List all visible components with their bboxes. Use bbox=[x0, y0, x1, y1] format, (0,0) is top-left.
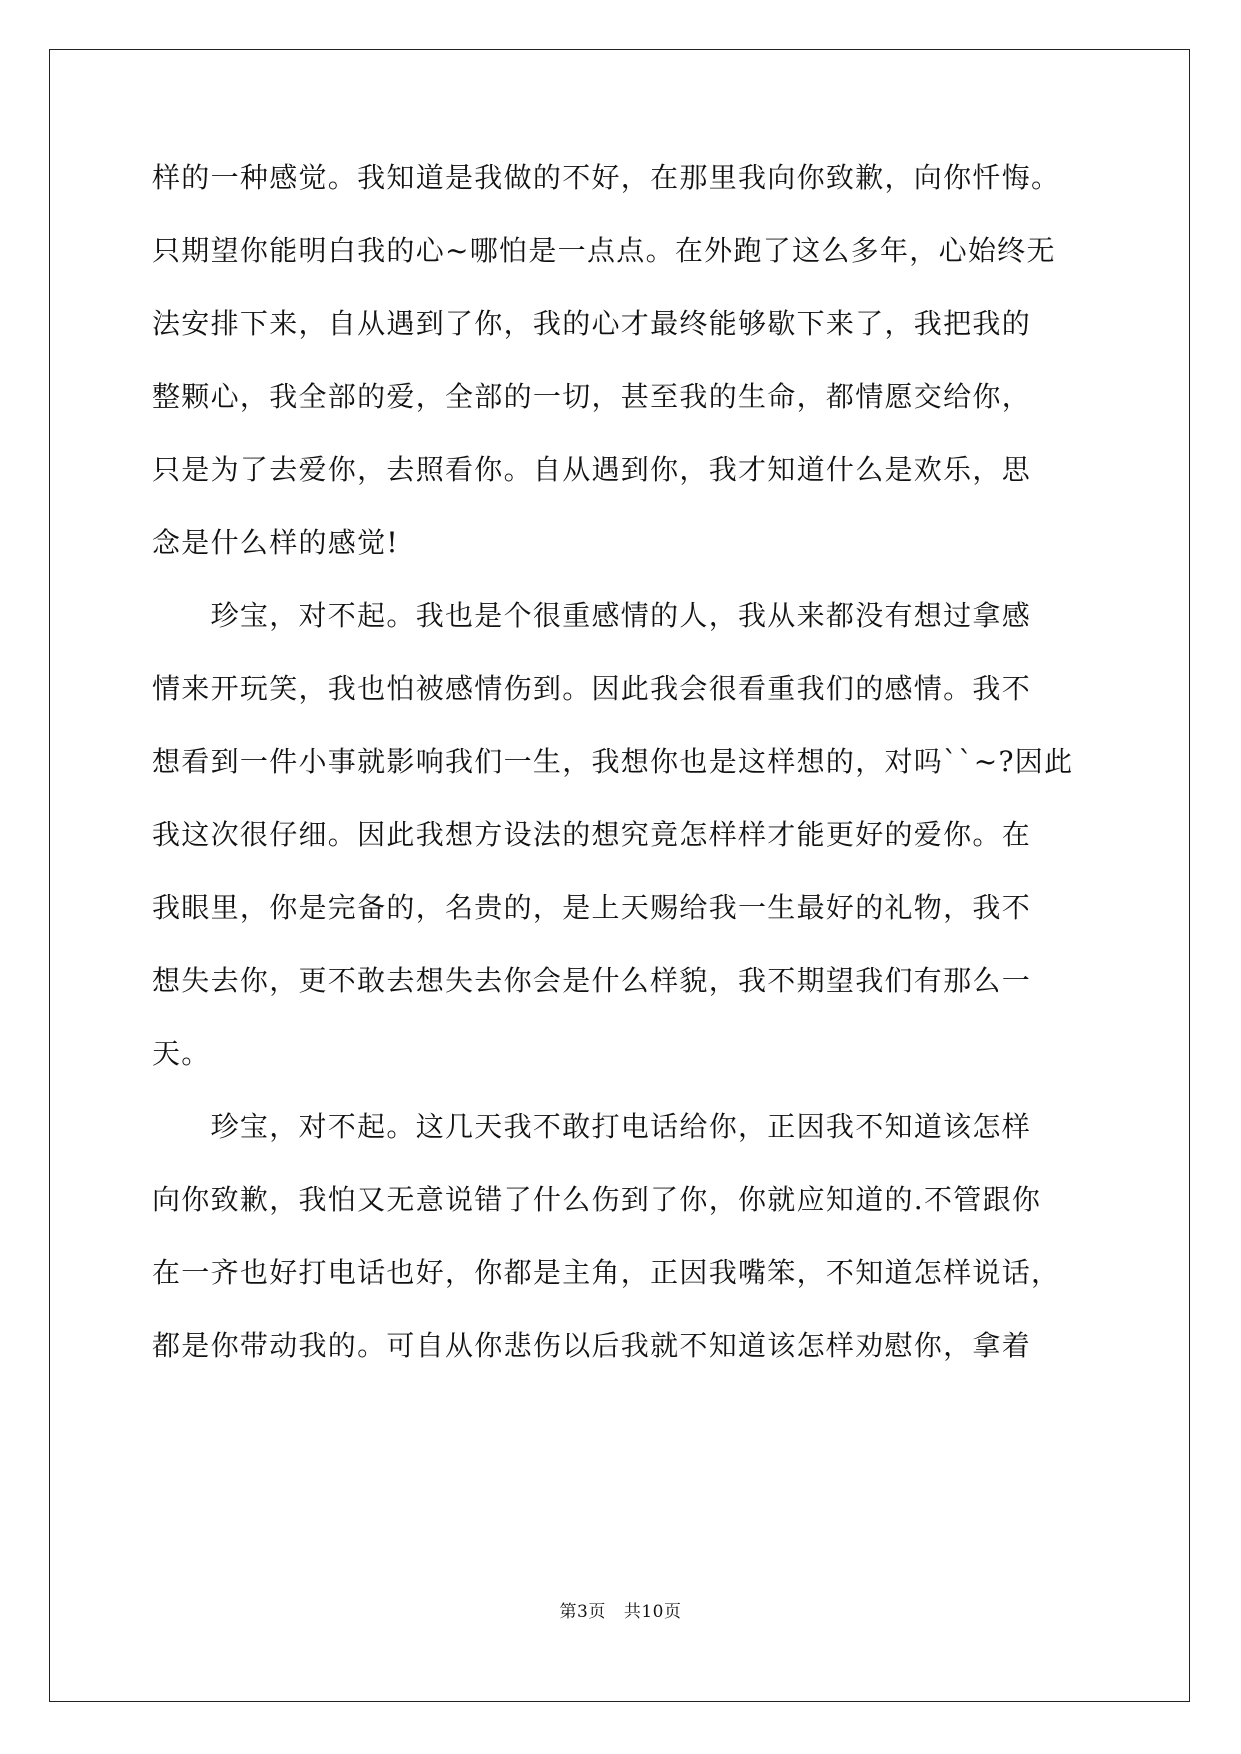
text-line: 法安排下来，自从遇到了你，我的心才最终能够歇下来了，我把我的 bbox=[152, 307, 1032, 340]
text-line: 念是什么样的感觉! bbox=[152, 526, 399, 559]
page-frame bbox=[49, 49, 1190, 1702]
text-line: 天。 bbox=[152, 1037, 211, 1070]
text-line: 只是为了去爱你，去照看你。自从遇到你，我才知道什么是欢乐，思 bbox=[152, 453, 1032, 486]
page-total: 共10页 bbox=[623, 1602, 682, 1622]
text-line: 想失去你，更不敢去想失去你会是什么样貌，我不期望我们有那么一 bbox=[152, 964, 1032, 997]
text-line: 只期望你能明白我的心~哪怕是一点点。在外跑了这么多年，心始终无 bbox=[152, 234, 1056, 267]
text-line: 珍宝，对不起。这几天我不敢打电话给你，正因我不知道该怎样 bbox=[152, 1110, 1032, 1143]
text-line: 想看到一件小事就影响我们一生，我想你也是这样想的，对吗``~?因此 bbox=[152, 745, 1074, 778]
text-line: 我这次很仔细。因此我想方设法的想究竟怎样样才能更好的爱你。在 bbox=[152, 818, 1032, 851]
text-line: 情来开玩笑，我也怕被感情伤到。因此我会很看重我们的感情。我不 bbox=[152, 672, 1032, 705]
page-number: 第3页 bbox=[559, 1602, 606, 1622]
page-footer bbox=[0, 1602, 1241, 1622]
text-line: 在一齐也好打电话也好，你都是主角，正因我嘴笨，不知道怎样说话， bbox=[152, 1256, 1061, 1289]
text-line: 珍宝，对不起。我也是个很重感情的人，我从来都没有想过拿感 bbox=[152, 599, 1032, 632]
text-line: 样的一种感觉。我知道是我做的不好，在那里我向你致歉，向你忏悔。 bbox=[152, 161, 1061, 194]
text-line: 向你致歉，我怕又无意说错了什么伤到了你，你就应知道的.不管跟你 bbox=[152, 1183, 1042, 1216]
text-line: 都是你带动我的。可自从你悲伤以后我就不知道该怎样劝慰你，拿着 bbox=[152, 1329, 1032, 1362]
text-line: 整颗心，我全部的爱，全部的一切，甚至我的生命，都情愿交给你， bbox=[152, 380, 1032, 413]
text-line: 我眼里，你是完备的，名贵的，是上天赐给我一生最好的礼物，我不 bbox=[152, 891, 1032, 924]
